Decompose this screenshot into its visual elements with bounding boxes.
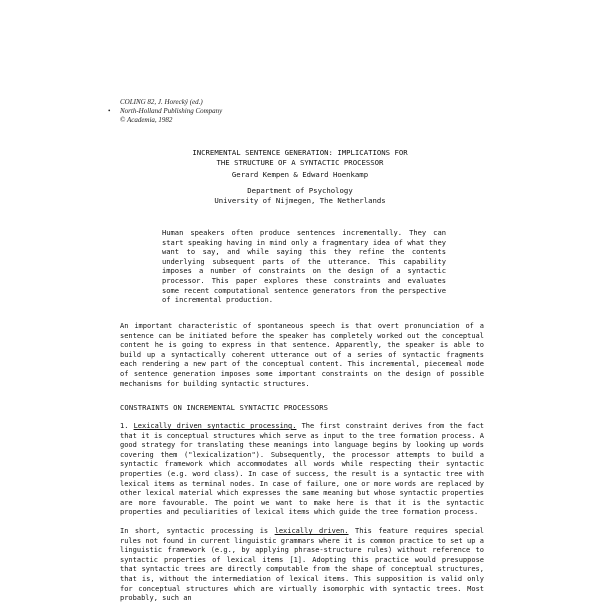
paragraph-lead: In short, syntactic processing is bbox=[120, 527, 269, 535]
authors: Gerard Kempen & Edward Hoenkamp bbox=[231, 170, 369, 179]
pubinfo-line-3: © Academia, 1982 bbox=[120, 116, 173, 124]
bullet-mark: • bbox=[108, 107, 111, 115]
paragraph-number: 1. bbox=[120, 422, 129, 430]
paragraph-term: Lexically driven syntactic processing. bbox=[133, 422, 297, 430]
paragraph-lexically-driven bbox=[120, 422, 484, 518]
title-line-1: INCREMENTAL SENTENCE GENERATION: IMPLICATIONS FOR bbox=[192, 148, 408, 157]
section-heading: CONSTRAINTS ON INCREMENTAL SYNTACTIC PROCESSORS bbox=[120, 403, 329, 412]
intro-paragraph: An important characteristic of spontaneous speech is that overt pronunciation of a sentence can be initiated before the speaker has completely worked out the conceptual content he is going to express in that sentence. Apparently, the speaker is able to build up a syntactically coherent utterance out of a series of syntactic fragments each rendering a new part of the conceptual content. This incremental, piecemeal mode of sentence generation imposes some important constraints on the design of possible mechanisms for building syntactic structures. bbox=[120, 322, 484, 388]
affiliation-line-2: University of Nijmegen, The Netherlands bbox=[214, 195, 386, 205]
pubinfo-line-1: COLING 82, J. Horecký (ed.) bbox=[120, 98, 203, 106]
publication-info bbox=[108, 98, 223, 125]
title-line-2: THE STRUCTURE OF A SYNTACTIC PROCESSOR bbox=[216, 157, 384, 167]
paragraph-text: This feature requires special rules not found in current linguistic grammars where it is common practice to set up a linguistic framework (e.g., by applying phrase-structure rules) without reference to syntactic properties of lexical items [1]. Adopting this practice would presuppose that syntactic trees are directly computable from the shape of conceptual structures, that is, without the intermediation of lexical items. This supposition is valid only for conceptual structures which are virtually isomorphic with syntactic trees. Most probably, such an bbox=[120, 527, 484, 603]
affiliation bbox=[0, 186, 600, 205]
affiliation-line-1: Department of Psychology bbox=[247, 186, 353, 195]
paragraph-in-short bbox=[120, 527, 484, 604]
abstract: Human speakers often produce sentences incrementally. They can start speaking having in mind only a fragmentary idea of what they want to say, and while saying this they refine the contents underlying subsequent parts of the utterance. This capability imposes a number of constraints on the design of a syntactic processor. This paper explores these constraints and evaluates some recent computational sentence generators from the perspective of incremental production. bbox=[162, 228, 446, 305]
paper-title bbox=[0, 148, 600, 167]
paragraph-term: lexically driven. bbox=[274, 527, 349, 535]
paragraph-text: The first constraint derives from the fact that it is conceptual structures which serve as input to the tree formation process. A good strategy for translating these meanings into language begins by looking up words covering them ("lexicalization"). Subsequently, the processor attempts to build a syntactic framework which accommodates all words while respecting their syntactic properties (e.g. word class). In case of success, the result is a syntactic tree with lexical items as terminal nodes. In case of failure, one or more words are replaced by other lexical material which expresses the same meaning but whose syntactic properties are more favourable. The point we want to make here is that it is the syntactic properties and peculiarities of lexical items which guide the tree formation process. bbox=[120, 422, 484, 517]
pubinfo-line-2: North-Holland Publishing Company bbox=[120, 107, 223, 115]
